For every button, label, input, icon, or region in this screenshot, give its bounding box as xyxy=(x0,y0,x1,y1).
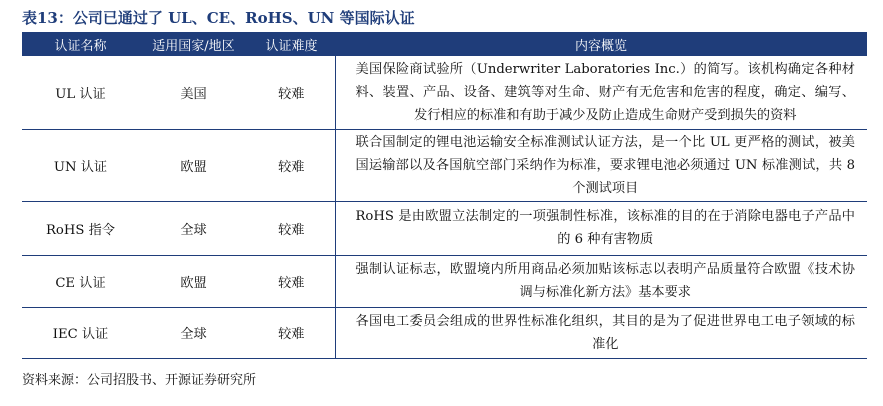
difficulty-cell: 较难 xyxy=(248,129,335,201)
cert-name-cell: RoHS 指令 xyxy=(22,201,139,255)
certification-table xyxy=(22,32,867,359)
header-difficulty: 认证难度 xyxy=(248,32,335,56)
overview-cell xyxy=(335,56,867,129)
overview-cell xyxy=(335,307,867,358)
region-cell: 欧盟 xyxy=(139,129,248,201)
overview-text: 美国保险商试验所（Underwriter Laboratories Inc.）的简写。该机构确定各种材料、装置、产品、设备、建筑等对生命、财产有无危害和危害的程度，确定、编写、发行相应的标准和有助于减少及防止造成生命财产受到损失的资料 xyxy=(355,61,855,123)
cert-name-cell: UN 认证 xyxy=(22,129,139,201)
table-row xyxy=(22,129,867,201)
header-region: 适用国家/地区 xyxy=(139,32,248,56)
difficulty-cell: 较难 xyxy=(248,307,335,358)
source-note: 资料来源：公司招股书、开源证券研究所 xyxy=(22,373,257,388)
table-row xyxy=(22,307,867,358)
overview-cell xyxy=(335,255,867,307)
region-cell: 美国 xyxy=(139,56,248,129)
table-title: 表13：公司已通过了 UL、CE、RoHS、UN 等国际认证 xyxy=(22,9,415,27)
region-cell: 全球 xyxy=(139,201,248,255)
difficulty-cell: 较难 xyxy=(248,56,335,129)
overview-cell xyxy=(335,201,867,255)
overview-text: 各国电工委员会组成的世界性标准化组织，其目的是为了促进世界电工电子领域的标准化 xyxy=(355,313,855,352)
header-overview: 内容概览 xyxy=(335,32,867,56)
header-cert-name: 认证名称 xyxy=(22,32,139,56)
cert-name-cell: UL 认证 xyxy=(22,56,139,129)
difficulty-cell: 较难 xyxy=(248,255,335,307)
region-cell: 欧盟 xyxy=(139,255,248,307)
cert-name-cell: CE 认证 xyxy=(22,255,139,307)
overview-text: RoHS 是由欧盟立法制定的一项强制性标准，该标准的目的在于消除电器电子产品中的 6 种有害物质 xyxy=(355,209,855,247)
table-row xyxy=(22,201,867,255)
difficulty-cell: 较难 xyxy=(248,201,335,255)
table-row xyxy=(22,255,867,307)
overview-cell xyxy=(335,129,867,201)
overview-text: 强制认证标志，欧盟境内所用商品必须加贴该标志以表明产品质量符合欧盟《技术协调与标准化新方法》基本要求 xyxy=(355,262,855,300)
overview-text: 联合国制定的锂电池运输安全标准测试认证方法，是一个比 UL 更严格的测试，被美国运输部以及各国航空部门采纳作为标准，要求锂电池必须通过 UN 标准测试，共 8 个测试项目 xyxy=(355,134,855,196)
region-cell: 全球 xyxy=(139,307,248,358)
table-row xyxy=(22,56,867,129)
table-header-row xyxy=(22,32,867,56)
cert-name-cell: IEC 认证 xyxy=(22,307,139,358)
